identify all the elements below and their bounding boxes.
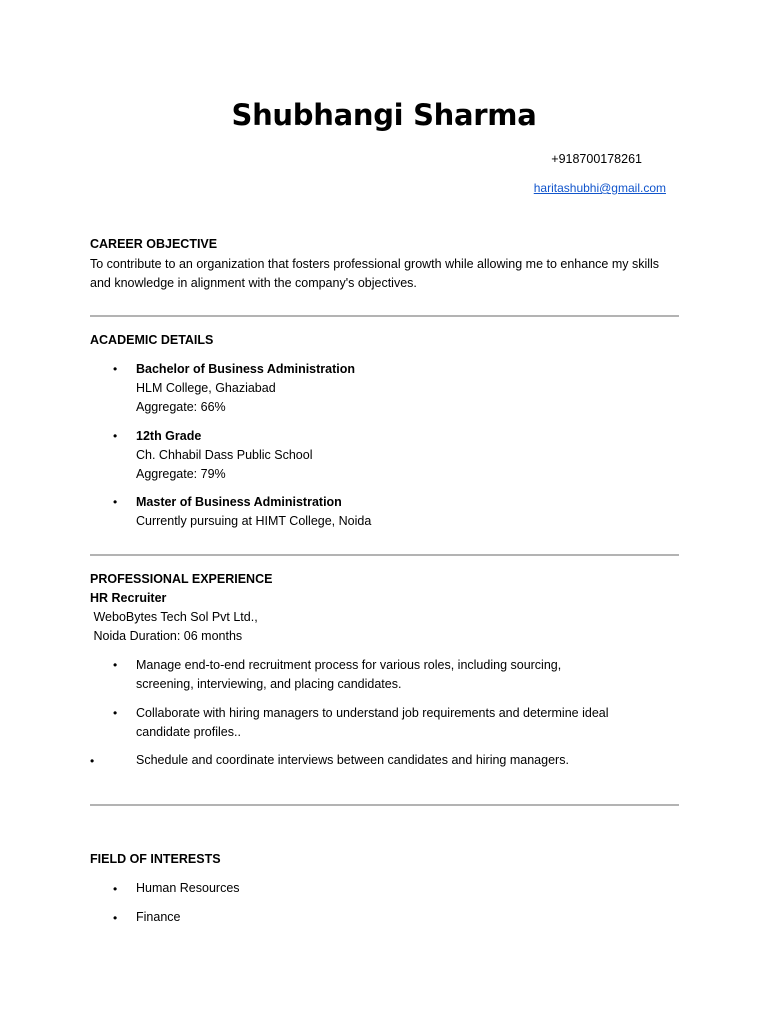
bullet-marker: • (113, 706, 118, 720)
academic-details-heading: ACADEMIC DETAILS (90, 333, 214, 347)
academic-degree: Bachelor of Business Administration (136, 362, 356, 376)
interest-item: Finance (136, 910, 181, 924)
academic-degree: Master of Business Administration (136, 495, 342, 509)
bullet-marker: • (113, 911, 118, 925)
career-objective-heading: CAREER OBJECTIVE (90, 237, 218, 251)
academic-item (136, 493, 606, 531)
academic-aggregate: Aggregate: 79% (136, 467, 226, 481)
career-objective-text (90, 255, 690, 293)
experience-bullet-line: candidate profiles.. (136, 725, 241, 739)
academic-institution: Currently pursuing at HIMT College, Noida (136, 514, 372, 528)
academic-item (136, 360, 606, 417)
career-objective-line: To contribute to an organization that fosters professional growth while allowing me to enhance my skills (90, 257, 660, 271)
academic-institution: HLM College, Ghaziabad (136, 381, 276, 395)
company-name: WeboBytes Tech Sol Pvt Ltd., (90, 610, 258, 624)
experience-bullet (136, 751, 606, 770)
academic-item (136, 427, 606, 484)
experience-bullet-line: Schedule and coordinate interviews between candidates and hiring managers. (136, 753, 569, 767)
section-divider (90, 315, 679, 317)
bullet-marker: • (113, 362, 118, 376)
email-link[interactable]: haritashubhi@gmail.com (533, 181, 666, 195)
experience-bullet-line: screening, interviewing, and placing candidates. (136, 677, 402, 691)
bullet-marker: • (90, 754, 95, 768)
candidate-name: Shubhangi Sharma (231, 98, 537, 132)
job-location-duration: Noida Duration: 06 months (90, 629, 243, 643)
interest-item: Human Resources (136, 881, 240, 895)
experience-bullet-line: Manage end-to-end recruitment process for various roles, including sourcing, (136, 658, 562, 672)
bullet-marker: • (113, 429, 118, 443)
job-role: HR Recruiter (90, 591, 167, 605)
phone-number: +918700178261 (551, 152, 642, 166)
career-objective-line: and knowledge in alignment with the company's objectives. (90, 276, 417, 290)
experience-summary (90, 589, 690, 646)
experience-bullet-line: Collaborate with hiring managers to understand job requirements and determine ideal (136, 706, 609, 720)
bullet-marker: • (113, 658, 118, 672)
academic-aggregate: Aggregate: 66% (136, 400, 226, 414)
experience-bullet (136, 656, 606, 694)
academic-institution: Ch. Chhabil Dass Public School (136, 448, 313, 462)
section-divider (90, 554, 679, 556)
section-divider (90, 804, 679, 806)
interests-heading: FIELD OF INTERESTS (90, 852, 221, 866)
experience-heading: PROFESSIONAL EXPERIENCE (90, 572, 273, 586)
bullet-marker: • (113, 882, 118, 896)
bullet-marker: • (113, 495, 118, 509)
experience-bullet (136, 704, 609, 742)
academic-degree: 12th Grade (136, 429, 202, 443)
